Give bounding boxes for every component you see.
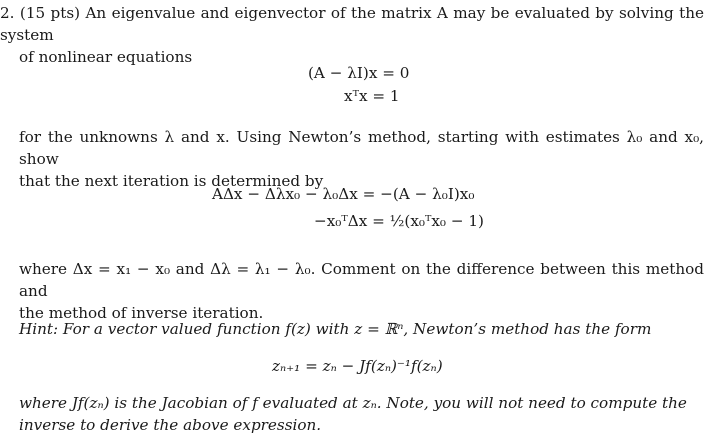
newton-instructions xyxy=(0,126,704,192)
problem-intro xyxy=(0,2,704,46)
newton-formula: zₙ₊₁ = zₙ − Jf(zₙ)⁻¹f(zₙ) xyxy=(272,357,443,375)
problem-intro-line2: of nonlinear equations xyxy=(19,48,193,66)
iteration-equation-1: AΔx − Δλx₀ − λ₀Δx = −(A − λ₀I)x₀ xyxy=(212,185,475,203)
iteration-equation-2: −x₀ᵀΔx = ½(x₀ᵀx₀ − 1) xyxy=(314,212,484,230)
system-equation-1: (A − λI)x = 0 xyxy=(308,64,410,82)
problem-intro-line1: An eigenvalue and eigenvector of the matrix A may be evaluated by solving the system xyxy=(0,4,704,44)
instructions-line1: for the unknowns λ and x. Using Newton’s method, starting with estimates λ₀ and x₀, show xyxy=(19,128,704,168)
system-equation-2: xᵀx = 1 xyxy=(344,87,400,105)
instructions-line2: that the next iteration is determined by xyxy=(19,172,324,190)
definitions-line1: where Δx = x₁ − x₀ and Δλ = λ₁ − λ₀. Comment on the difference between this method and xyxy=(19,260,704,300)
hint-note-line2: inverse to derive the above expression. xyxy=(19,416,322,434)
problem-statement xyxy=(0,2,704,68)
problem-points: (15 pts) xyxy=(19,4,81,22)
definitions-line2: the method of inverse iteration. xyxy=(19,304,264,322)
hint-note xyxy=(0,392,704,436)
hint-line: Hint: For a vector valued function f(z) with z = ℝⁿ, Newton’s method has the form xyxy=(19,320,652,338)
problem-number: 2. xyxy=(0,4,15,22)
hint-note-line1: where Jf(zₙ) is the Jacobian of f evaluated at zₙ. Note, you will not need to compute the xyxy=(19,394,687,412)
hint-line-block xyxy=(0,318,704,340)
definitions-paragraph xyxy=(0,258,704,324)
